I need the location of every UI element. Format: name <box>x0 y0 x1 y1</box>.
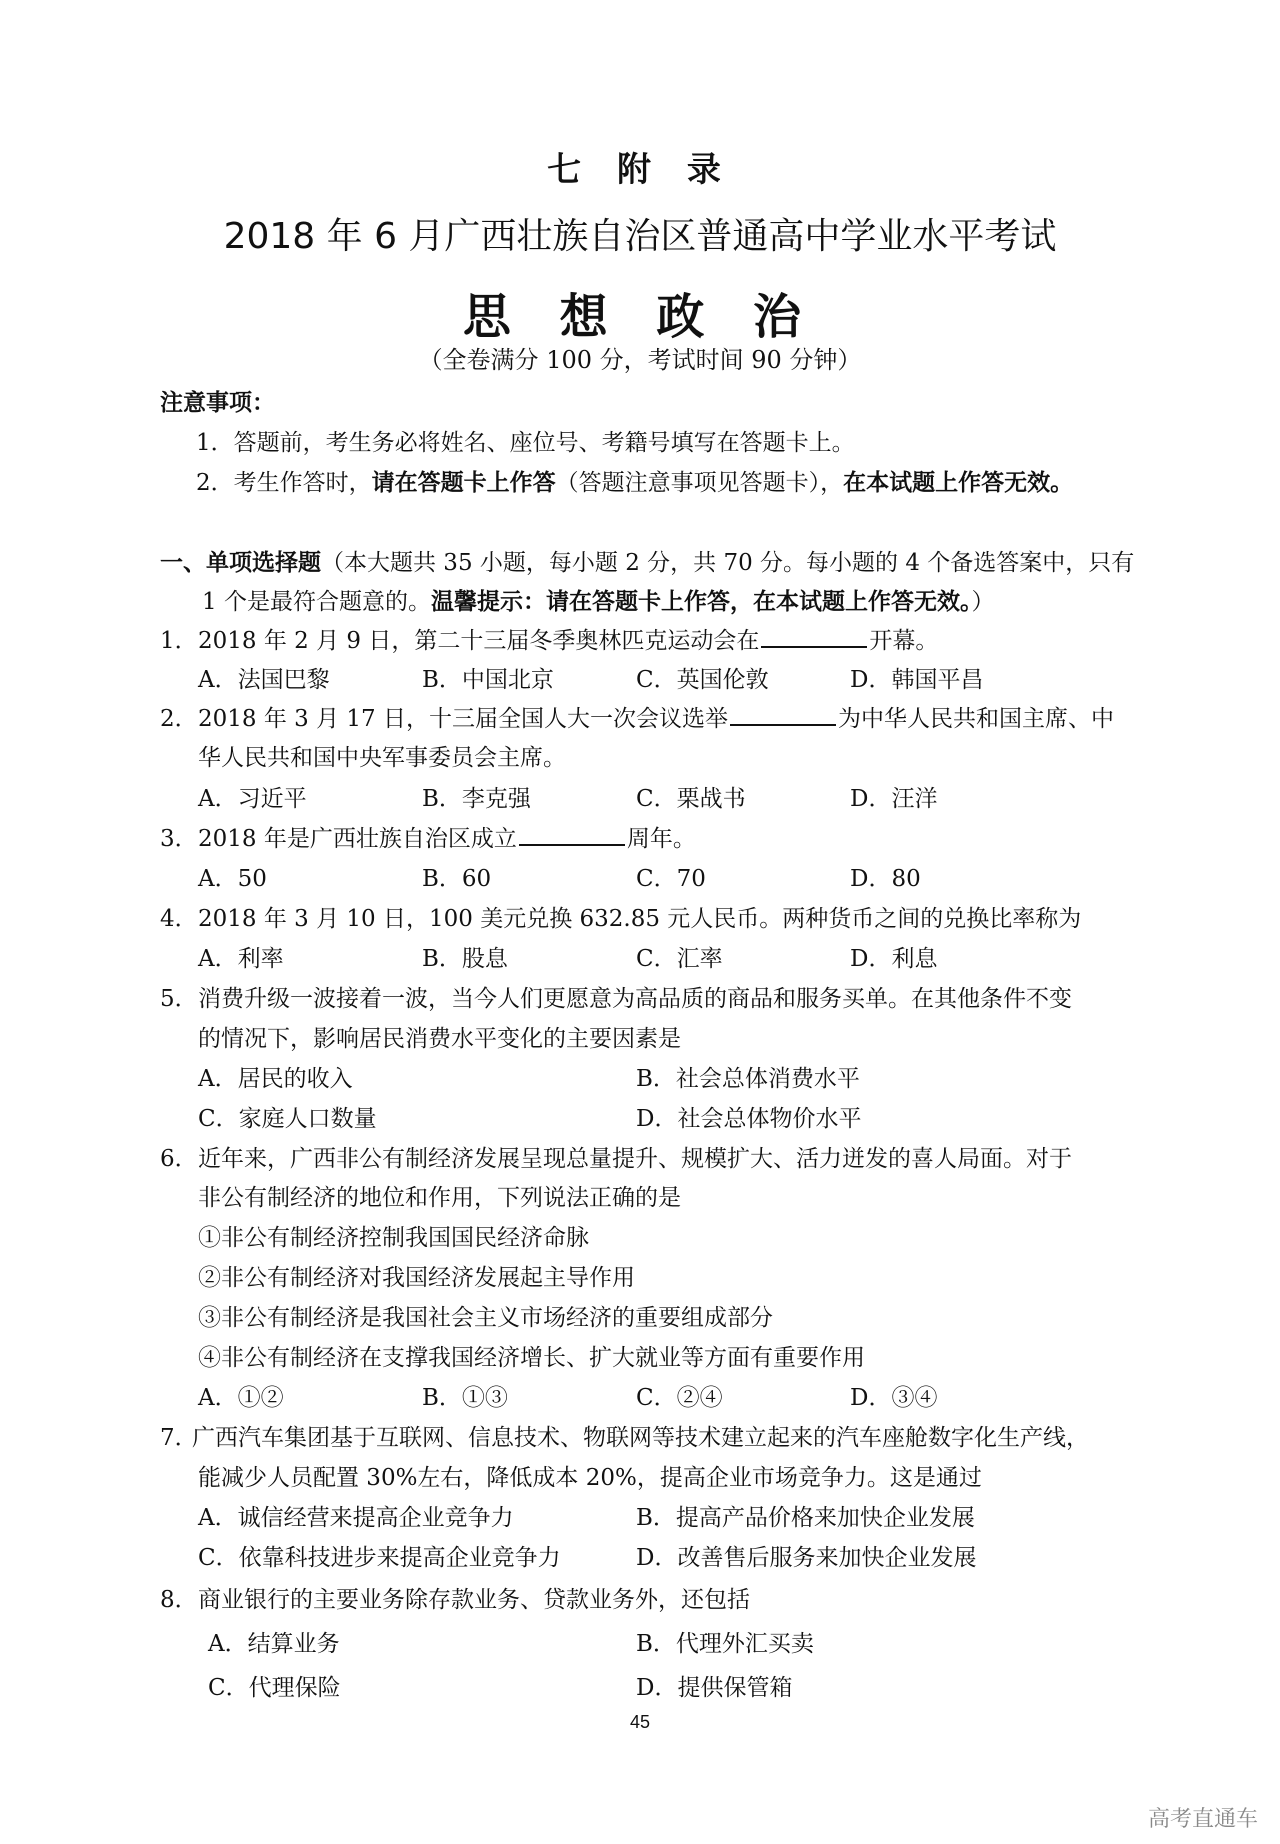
q2-answer-blank <box>730 702 836 726</box>
section-title: 一、单项选择题 <box>160 549 321 576</box>
q7-option-b: B．提高产品价格来加快企业发展 <box>636 1505 975 1531</box>
q3-option-d: D．80 <box>850 866 921 892</box>
q4-number: 4． <box>160 906 198 932</box>
q6-option-d: D．③④ <box>850 1385 938 1411</box>
q3-option-b: B．60 <box>422 866 492 892</box>
q1-option-d: D．韩国平昌 <box>850 667 984 693</box>
q2-stem-line-2: 华人民共和国中央军事委员会主席。 <box>198 745 566 771</box>
q3-stem <box>198 820 696 853</box>
q1-option-c: C．英国伦敦 <box>636 667 769 693</box>
section-reminder: 温馨提示：请在答题卡上作答，在本试题上作答无效。 <box>430 588 972 615</box>
q5-number: 5． <box>160 986 198 1012</box>
q2-stem <box>198 700 1114 733</box>
q8-number: 8． <box>160 1587 198 1613</box>
appendix-title: 七 附 录 <box>547 150 733 190</box>
q8-option-b: B．代理外汇买卖 <box>636 1631 814 1657</box>
q1-option-b: B．中国北京 <box>422 667 554 693</box>
q2-number: 2． <box>160 706 198 732</box>
q7-option-c: C．依靠科技进步来提高企业竞争力 <box>198 1545 561 1571</box>
notice-item-2-part-c: （答题注意事项见答题卡）， <box>555 470 844 496</box>
q2-option-c: C．栗战书 <box>636 786 746 812</box>
q3-option-c: C．70 <box>636 866 706 892</box>
q2-stem-pre: 2018 年 3 月 17 日，十三届全国人大一次会议选举 <box>198 706 728 732</box>
q4-option-c: C．汇率 <box>636 946 723 972</box>
notice-item-2-part-d: 在本试题上作答无效。 <box>843 469 1074 496</box>
q1-option-a: A．法国巴黎 <box>198 667 330 693</box>
q7-option-a: A．诚信经营来提高企业竞争力 <box>198 1505 514 1531</box>
q8-option-c: C．代理保险 <box>208 1675 341 1701</box>
q2-stem-post: 为中华人民共和国主席、中 <box>838 706 1114 732</box>
q8-stem: 商业银行的主要业务除存款业务、贷款业务外，还包括 <box>198 1587 750 1613</box>
q7-number: 7． <box>160 1425 198 1451</box>
notice-item-2 <box>196 464 1073 497</box>
section-line2-c: ） <box>971 589 995 615</box>
q4-option-b: B．股息 <box>422 946 508 972</box>
q2-option-d: D．汪洋 <box>850 786 938 812</box>
notice-item-1: 1．答题前，考生务必将姓名、座位号、考籍号填写在答题卡上。 <box>196 430 855 456</box>
section-heading-line-1 <box>160 544 1134 577</box>
q4-option-a: A．利率 <box>198 946 284 972</box>
q5-option-d: D．社会总体物价水平 <box>636 1106 862 1132</box>
q6-statement-4: ④非公有制经济在支撑我国经济增长、扩大就业等方面有重要作用 <box>198 1345 865 1371</box>
q7-option-d: D．改善售后服务来加快企业发展 <box>636 1545 977 1571</box>
q1-answer-blank <box>761 624 867 648</box>
q5-option-a: A．居民的收入 <box>198 1066 353 1092</box>
q6-number: 6． <box>160 1146 198 1172</box>
q6-statement-2: ②非公有制经济对我国经济发展起主导作用 <box>198 1265 635 1291</box>
q5-stem-line-2: 的情况下，影响居民消费水平变化的主要因素是 <box>198 1026 681 1052</box>
q5-stem-line-1: 消费升级一波接着一波，当今人们更愿意为高品质的商品和服务买单。在其他条件不变 <box>198 986 1072 1012</box>
q1-stem-post: 开幕。 <box>869 628 939 654</box>
q6-option-b: B．①③ <box>422 1385 508 1411</box>
q3-stem-pre: 2018 年是广西壮族自治区成立 <box>198 826 517 852</box>
watermark: 高考直通车 <box>1147 1807 1258 1832</box>
q6-statement-1: ①非公有制经济控制我国国民经济命脉 <box>198 1225 589 1251</box>
q4-option-d: D．利息 <box>850 946 938 972</box>
q3-stem-post: 周年。 <box>626 826 696 852</box>
q3-answer-blank <box>519 822 625 846</box>
q5-option-c: C．家庭人口数量 <box>198 1106 377 1132</box>
section-heading-line-2 <box>202 583 994 616</box>
subject-title: 思 想 政 治 <box>462 289 818 345</box>
notice-title: 注意事项： <box>160 389 275 416</box>
q3-number: 3． <box>160 826 198 852</box>
q8-option-a: A．结算业务 <box>208 1631 340 1657</box>
page-number: 45 <box>629 1712 651 1732</box>
q1-number: 1． <box>160 628 198 654</box>
score-note: （全卷满分 100 分，考试时间 90 分钟） <box>418 346 862 374</box>
q3-option-a: A．50 <box>198 866 267 892</box>
q6-stem-line-2: 非公有制经济的地位和作用，下列说法正确的是 <box>198 1185 681 1211</box>
q7-stem-line-1: 广西汽车集团基于互联网、信息技术、物联网等技术建立起来的汽车座舱数字化生产线， <box>192 1425 1089 1451</box>
section-line2-a: 1 个是最符合题意的。 <box>202 589 431 615</box>
q7-stem-line-2: 能减少人员配置 30%左右，降低成本 20%，提高企业市场竞争力。这是通过 <box>198 1465 982 1491</box>
q2-option-a: A．习近平 <box>198 786 307 812</box>
q1-stem-pre: 2018 年 2 月 9 日，第二十三届冬季奥林匹克运动会在 <box>198 628 760 654</box>
q6-stem-line-1: 近年来，广西非公有制经济发展呈现总量提升、规模扩大、活力迸发的喜人局面。对于 <box>198 1146 1072 1172</box>
section-title-rest: （本大题共 35 小题，每小题 2 分，共 70 分。每小题的 4 个备选答案中，只有 <box>321 550 1135 576</box>
notice-item-2-part-b: 请在答题卡上作答 <box>371 469 556 496</box>
q6-statement-3: ③非公有制经济是我国社会主义市场经济的重要组成部分 <box>198 1305 773 1331</box>
q8-option-d: D．提供保管箱 <box>636 1675 793 1701</box>
q6-option-c: C．②④ <box>636 1385 723 1411</box>
q5-option-b: B．社会总体消费水平 <box>636 1066 860 1092</box>
q6-option-a: A．①② <box>198 1385 284 1411</box>
notice-item-2-part-a: 2．考生作答时， <box>196 470 372 496</box>
q4-stem: 2018 年 3 月 10 日，100 美元兑换 632.85 元人民币。两种货币之间的兑换比率称为 <box>198 906 1082 932</box>
q2-option-b: B．李克强 <box>422 786 531 812</box>
exam-title: 2018 年 6 月广西壮族自治区普通高中学业水平考试 <box>223 216 1057 257</box>
q1-stem <box>198 622 938 655</box>
